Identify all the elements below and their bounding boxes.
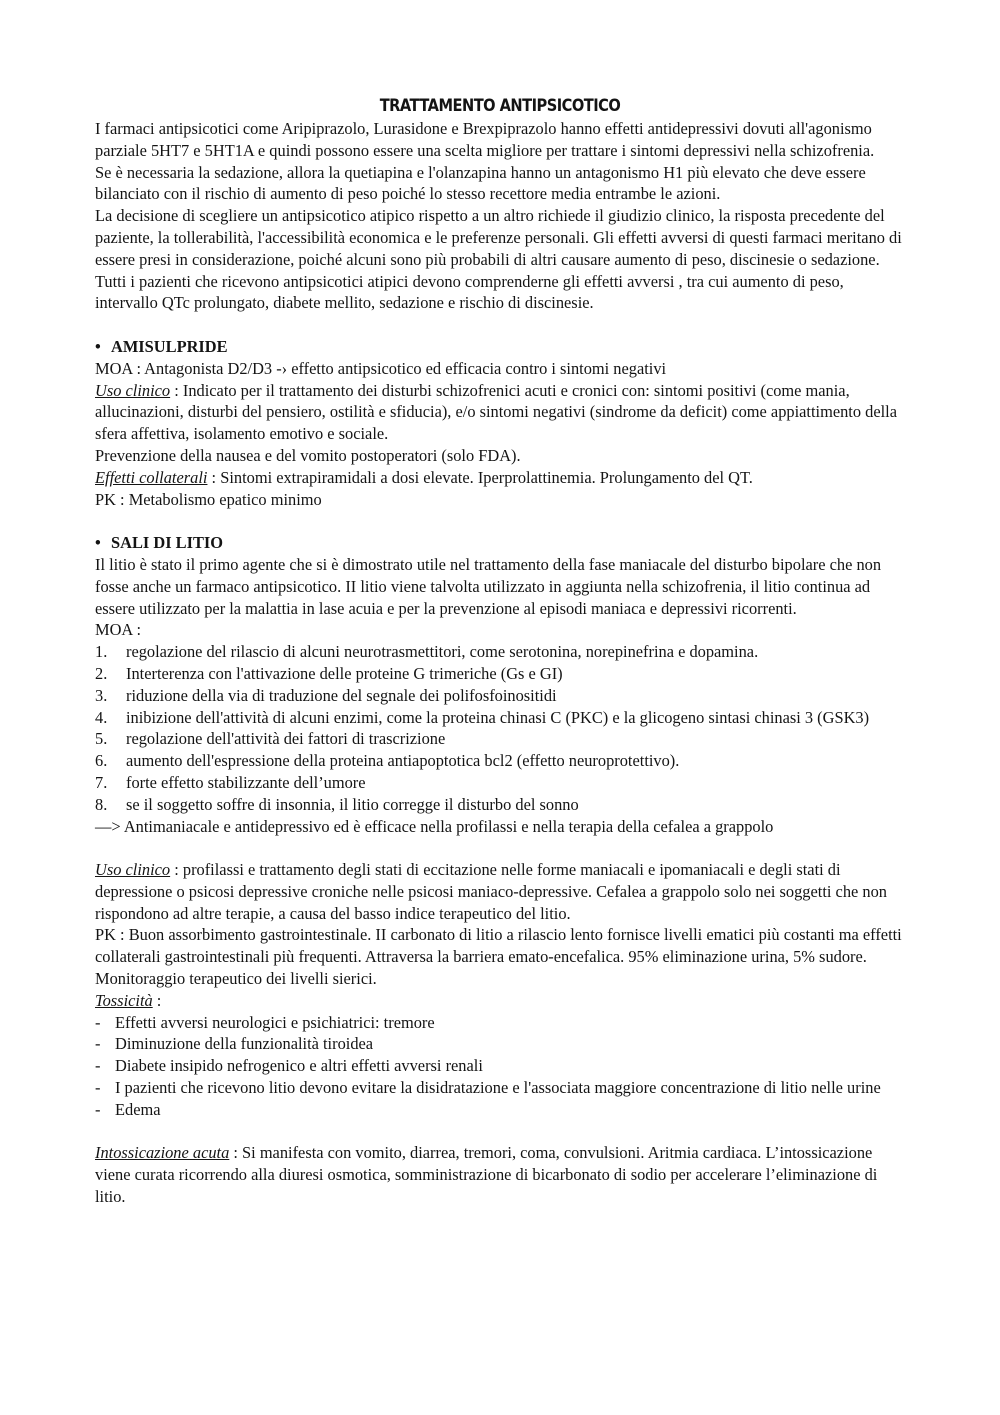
intro-paragraph-1: I farmaci antipsicotici come Aripiprazolo, Lurasidone e Brexpiprazolo hanno effetti antidepressivi dovuti all'agonismo parziale 5HT7 e 5HT1A e quindi possono essere una scelta migliore per trattare i sintomi depressivi nella schizofrenia. (95, 119, 875, 160)
litio-heading (95, 532, 910, 554)
list-number: 1. (95, 642, 108, 662)
litio-pk: PK : Buon assorbimento gastrointestinale. II carbonato di litio a rilascio lento fornisce livelli ematici più costanti ma effetti collaterali gastrointestinali più frequenti. Attraversa la barriera emato-encefalica. 95% eliminazione urina, 5% sudore. Monitoraggio terapeutico dei livelli sierici. (95, 925, 902, 989)
litio-uso-clinico (95, 859, 910, 924)
amisulpride-section (95, 336, 910, 510)
list-number: 4. (95, 707, 108, 727)
list-item (95, 707, 910, 729)
list-text: forte effetto stabilizzante dell’umore (126, 772, 366, 792)
amisulpride-heading-text: AMISULPRIDE (111, 336, 228, 356)
list-item (95, 728, 910, 750)
list-item (95, 685, 910, 707)
list-text: aumento dell'espressione della proteina antiapoptotica bcl2 (effetto neuroprotettivo). (126, 751, 680, 771)
litio-tossicita (95, 990, 910, 1012)
list-number: 6. (95, 751, 108, 771)
intossicazione-text: : Si manifesta con vomito, diarrea, tremori, coma, convulsioni. Aritmia cardiaca. L’intossicazione viene curata ricorrendo alla diuresi osmotica, somministrazione di bicarbonato di sodio per accelerare l’eliminazione di litio. (95, 1143, 878, 1207)
list-item (95, 750, 910, 772)
amisulpride-effetti-collaterali (95, 467, 910, 489)
page-title: TRATTAMENTO ANTIPSICOTICO (379, 96, 621, 116)
tossicita-suffix: : (152, 990, 162, 1010)
effetti-collaterali-label: Effetti collaterali (95, 467, 208, 487)
amisulpride-uso-clinico (95, 380, 910, 445)
dash-icon: - (95, 1078, 101, 1098)
list-number: 2. (95, 663, 108, 683)
list-text: regolazione del rilascio di alcuni neurotrasmettitori, come serotonina, norepinefrina e dopamina. (126, 642, 759, 662)
list-item (95, 1099, 910, 1121)
uso-clinico-text: : Indicato per il trattamento dei disturbi schizofrenici acuti e cronici con: sintomi positivi (come mania, allucinazioni, disturbi del pensiero, ostilità e sfiducia), e/o sintomi negativi (sindrome da deficit) come appiattimento della sfera affettiva, isolamento emotivo e sociale. (95, 380, 898, 444)
uso-clinico-label: Uso clinico (95, 380, 171, 400)
amisulpride-pk: PK : Metabolismo epatico minimo (95, 489, 322, 509)
litio-moa-label: MOA : (95, 620, 141, 640)
effetti-collaterali-text: : Sintomi extrapiramidali a dosi elevate. Iperprolattinemia. Prolungamento del QT. (207, 467, 753, 487)
list-text: Edema (115, 1099, 161, 1119)
amisulpride-heading (95, 336, 910, 358)
list-text: riduzione della via di traduzione del segnale dei polifosfoinositidi (126, 685, 557, 705)
list-number: 7. (95, 772, 108, 792)
amisulpride-prevenzione: Prevenzione della nausea e del vomito postoperatori (solo FDA). (95, 445, 521, 465)
list-item (95, 1077, 910, 1099)
list-number: 3. (95, 685, 108, 705)
litio-section (95, 532, 910, 1208)
list-number: 8. (95, 794, 108, 814)
dash-icon: - (95, 1012, 101, 1032)
list-text: Interterenza con l'attivazione delle proteine G trimeriche (Gs e GI) (126, 663, 563, 683)
intossicazione-label: Intossicazione acuta (95, 1143, 230, 1163)
uso-clinico-text: : profilassi e trattamento degli stati di eccitazione nelle forme maniacali e ipomaniacali e degli stati di depressione o psicosi depressive croniche nelle psicosi maniaco-depressive. Cefalea a grappolo solo nei soggetti che non rispondono ad altre terapie, a causa del basso indice terapeutico del litio. (95, 860, 887, 923)
intro-paragraph-3: La decisione di scegliere un antipsicotico atipico rispetto a un altro richiede il giudizio clinico, la risposta precedente del paziente, la tollerabilità, l'accessibilità economica e le preferenze personali. Gli effetti avversi di questi farmaci meritano di essere presi in considerazione, poiché alcuni sono più probabili di altri causare aumento di peso, discinesie o sedazione. Tutti i pazienti che ricevono antipsicotici atipici devono comprenderne gli effetti avversi , tra cui aumento di peso, intervallo QTc prolungato, diabete mellito, sedazione e rischio di discinesie. (95, 206, 902, 313)
dash-icon: - (95, 1056, 101, 1076)
litio-intro: Il litio è stato il primo agente che si è dimostrato utile nel trattamento della fase maniacale del disturbo bipolare che non fosse anche un farmaco antipsicotico. II litio viene talvolta utilizzato in aggiunta nella schizofrenia, il litio continua ad essere utilizzato per la malattia in lase acuia e per la prevenzione al episodi maniaca e depressivi ricorrenti. (95, 554, 882, 618)
dash-icon: - (95, 1034, 101, 1054)
list-item (95, 1055, 910, 1077)
list-text: inibizione dell'attività di alcuni enzimi, come la proteina chinasi C (PKC) e la glicogeno sintasi chinasi 3 (GSK3) (126, 707, 870, 727)
list-text: Diminuzione della funzionalità tiroidea (115, 1034, 374, 1054)
litio-tossicita-list (95, 1012, 910, 1121)
bullet-icon: • (95, 533, 101, 553)
list-item (95, 663, 910, 685)
bullet-icon: • (95, 336, 101, 356)
list-text: Diabete insipido nefrogenico e altri effetti avversi renali (115, 1056, 483, 1076)
litio-arrow-line: —> Antimaniacale e antidepressivo ed è efficace nella profilassi e nella terapia della cefalea a grappolo (95, 816, 774, 836)
list-item (95, 641, 910, 663)
dash-icon: - (95, 1099, 101, 1119)
document-body (95, 118, 910, 1208)
list-number: 5. (95, 729, 108, 749)
tossicita-label: Tossicità (95, 990, 153, 1010)
list-text: regolazione dell'attività dei fattori di trascrizione (126, 729, 446, 749)
litio-heading-text: SALI DI LITIO (111, 533, 224, 553)
list-item (95, 1033, 910, 1055)
list-text: I pazienti che ricevono litio devono evitare la disidratazione e l'associata maggiore concentrazione di litio nelle urine (115, 1078, 881, 1098)
list-item (95, 1012, 910, 1034)
amisulpride-moa: MOA : Antagonista D2/D3 -› effetto antipsicotico ed efficacia contro i sintomi negativi (95, 358, 667, 378)
litio-intossicazione-acuta (95, 1142, 910, 1207)
intro-paragraph-2: Se è necessaria la sedazione, allora la quetiapina e l'olanzapina hanno un antagonismo H1 più elevato che deve essere bilanciato con il rischio di aumento di peso poiché lo stesso recettore media entrambe le azioni. (95, 162, 866, 204)
list-text: Effetti avversi neurologici e psichiatrici: tremore (115, 1012, 435, 1032)
litio-moa-list (95, 641, 910, 815)
list-text: se il soggetto soffre di insonnia, il litio corregge il disturbo del sonno (126, 794, 579, 814)
list-item (95, 772, 910, 794)
uso-clinico-label: Uso clinico (95, 860, 171, 880)
list-item (95, 794, 910, 816)
